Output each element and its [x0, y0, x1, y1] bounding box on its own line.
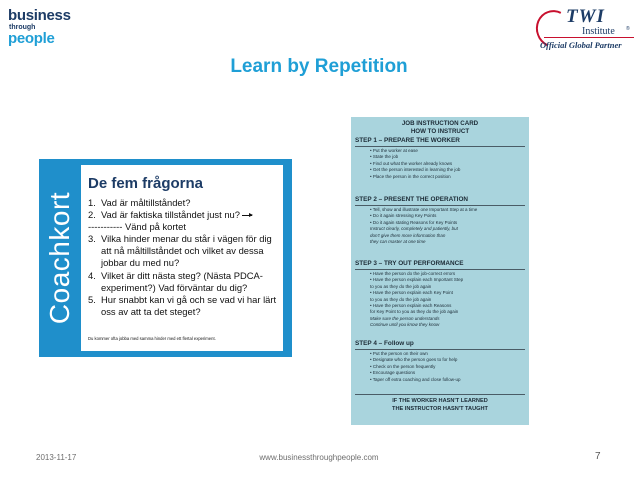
step-2-item: don't give them more information than: [370, 232, 446, 238]
step-3-list: [370, 271, 463, 329]
question-number: 4.: [88, 269, 96, 281]
coachkort-question: [88, 209, 282, 221]
coachkort-vertical-band: [39, 159, 81, 357]
footer-url: www.businessthroughpeople.com: [259, 453, 379, 462]
coachkort-question-list: [88, 197, 282, 318]
twi-logo-institute: Institute: [582, 26, 615, 37]
step-1-underline: [355, 146, 525, 147]
coachkort-turn-card-line: [88, 221, 282, 233]
step-1-item: • Put the worker at ease: [370, 148, 418, 153]
step-3-item: Make sure the person understands: [370, 315, 440, 321]
job-card-footer: [351, 398, 529, 413]
slide-number: 7: [595, 451, 601, 462]
step-4-item: • Encourage questions: [370, 370, 416, 376]
step-1-item: • Find out what the worker already knows: [370, 160, 453, 166]
job-instruction-card: [351, 117, 529, 425]
coachkort-question: [88, 270, 282, 294]
question-text: Hur snabbt kan vi gå och se vad vi har lärt oss av att ta det steget?: [101, 293, 277, 317]
job-card-title-line2: HOW TO INSTRUCT: [410, 127, 470, 135]
coachkort-footer-note: Du kommer ofta jobba med samma hinder med ett flertal experiment.: [88, 336, 216, 341]
step-3-item: Continue until you know they know: [370, 322, 440, 328]
step-1-title: STEP 1 – PREPARE THE WORKER: [355, 137, 460, 144]
logo-line-through: through: [9, 24, 36, 31]
twi-institute-logo: [536, 6, 636, 50]
question-number: 2.: [88, 209, 96, 221]
step-3-item: for Key Point to you as they do the job again: [370, 309, 459, 315]
job-card-footer-line1: IF THE WORKER HASN'T LEARNED: [392, 398, 488, 404]
step-1-item: • Place the person in the correct position: [370, 173, 451, 179]
business-through-people-logo: [8, 8, 78, 45]
step-3-item: • Have the person explain each Reasons: [370, 303, 452, 309]
step-3-item: • Have the person do the job-correct errors: [370, 271, 456, 276]
question-number: 3.: [88, 233, 96, 245]
step-4-title: STEP 4 – Follow up: [355, 340, 414, 347]
arrow-right-icon: [242, 215, 252, 216]
coachkort-panel: [81, 165, 283, 351]
coachkort-heading: De fem frågorna: [88, 175, 204, 192]
turn-card-text: ----------- Vänd på kortet: [88, 221, 186, 233]
question-text: [101, 209, 282, 221]
step-1-item: • State the job: [370, 154, 399, 160]
step-3-item: to you as they do the job again: [370, 296, 432, 302]
step-4-item: • Designate who the person goes to for help: [370, 357, 458, 363]
step-1-item: • Get the person interested in learning the job: [370, 167, 461, 173]
coachkort-question: [88, 197, 282, 209]
step-3-underline: [355, 269, 525, 270]
job-card-footer-rule: [355, 394, 525, 395]
job-card-title: [351, 120, 529, 135]
step-4-item: • Check on the person frequently: [370, 363, 436, 369]
step-2-item: • Do it again stressing Key Points: [370, 213, 437, 219]
slide-title: Learn by Repetition: [230, 56, 408, 77]
coachkort-question: [88, 294, 282, 318]
twi-logo-registered: ®: [626, 26, 630, 32]
twi-logo-tagline: Official Global Partner: [540, 40, 622, 50]
step-2-item: Instruct clearly, completely and patiently, but: [370, 226, 458, 232]
step-2-list: [370, 207, 477, 245]
question-text-content: Vad är faktiska tillståndet just nu?: [101, 209, 240, 221]
logo-line-people: people: [8, 30, 55, 47]
step-2-item: • Tell, show and illustrate one Important Step at a time: [370, 207, 478, 212]
step-4-list: [370, 351, 460, 383]
step-2-underline: [355, 205, 525, 206]
step-2-item: they can master at one time: [370, 239, 426, 245]
question-text: Vilket är ditt nästa steg? (Nästa PDCA-experiment?) Vad förväntar du dig?: [101, 269, 263, 293]
question-text: Vad är måltillståndet?: [101, 197, 191, 208]
logo-line-business: business: [8, 7, 71, 24]
twi-logo-name: TWI: [566, 6, 605, 27]
step-3-item: • Have the person explain each Key Point: [370, 290, 453, 296]
footer-date: 2013-11-17: [36, 453, 77, 462]
step-2-title: STEP 2 – PRESENT THE OPERATION: [355, 196, 469, 203]
twi-logo-divider: [544, 37, 634, 38]
step-2-item: • Do it again stating Reasons for Key Points: [370, 219, 458, 225]
step-1-list: [370, 148, 460, 180]
coachkort-card: [39, 159, 292, 357]
step-4-item: • Put the person on their own: [370, 351, 428, 356]
question-number: 5.: [88, 293, 96, 305]
question-text: Vilka hinder menar du står i vägen för dig att nå måltillståndet och vilket av dessa jobbar du med nu?: [101, 233, 272, 269]
coachkort-question: [88, 233, 282, 269]
question-number: 1.: [88, 197, 96, 208]
step-3-title: STEP 3 – TRY OUT PERFORMANCE: [355, 260, 464, 267]
job-card-footer-line2: THE INSTRUCTOR HASN'T TAUGHT: [392, 405, 488, 412]
job-card-title-line1: JOB INSTRUCTION CARD: [401, 120, 479, 127]
step-3-item: • Have the person explain each Important Step: [370, 277, 464, 283]
step-4-item: • Taper off extra coaching and close follow-up: [370, 376, 461, 382]
step-4-underline: [355, 349, 525, 350]
step-3-item: to you as they do the job again: [370, 283, 432, 289]
coachkort-vertical-label: Coachkort: [44, 191, 75, 325]
